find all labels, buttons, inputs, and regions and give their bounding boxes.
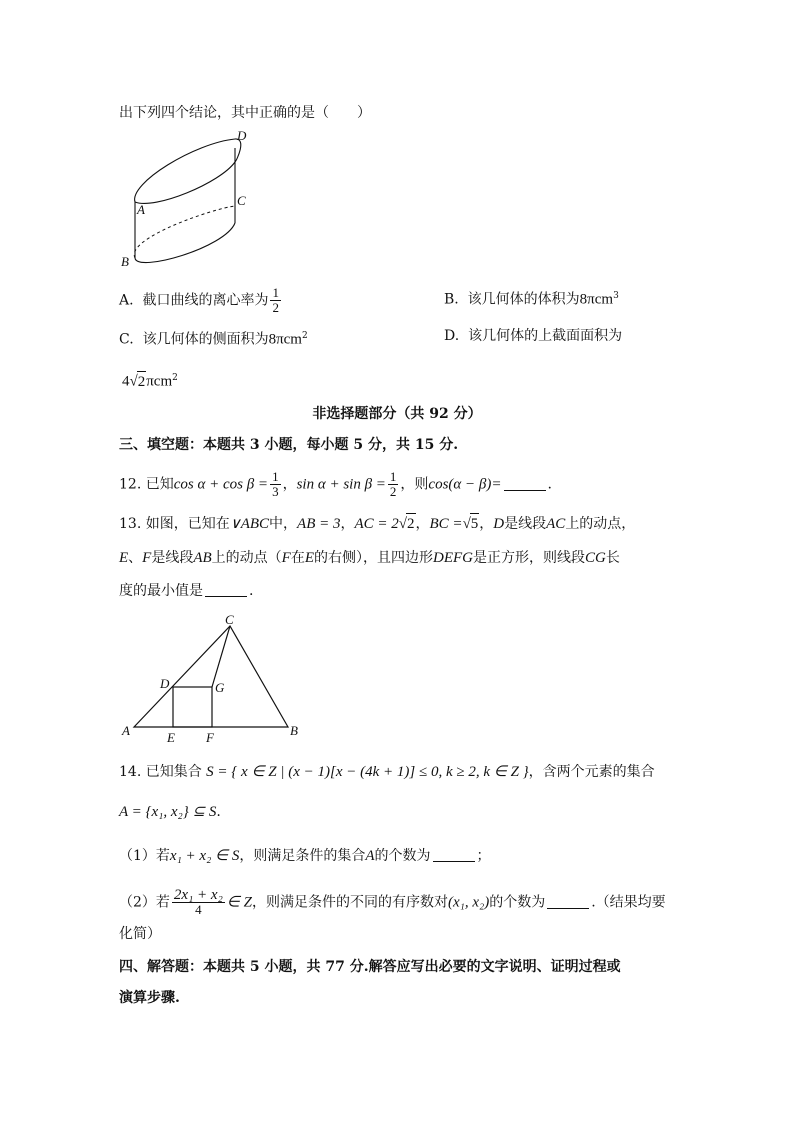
option-a: A. 截口曲线的离心率为 $\frac{1}{2}$ <box>119 285 279 315</box>
fig2-label-g: G <box>215 680 225 695</box>
answer-blank-13 <box>205 582 247 597</box>
fig1-label-a: A <box>137 202 145 217</box>
fig2-label-e: E <box>167 730 175 745</box>
triangle-figure <box>118 610 308 746</box>
fig1-label-b: B <box>121 254 129 269</box>
option-d: D. 该几何体的上截面面积为 <box>444 328 623 344</box>
fig2-label-c: C <box>225 612 234 627</box>
answer-blank-14-2 <box>547 894 589 909</box>
cylinder-figure <box>115 128 255 274</box>
question-14-note: 化简） <box>119 926 161 942</box>
question-intro: 出下列四个结论，其中正确的是（ ） <box>119 105 371 121</box>
question-13-line2: E、F是线段AB上的动点（F在E的右侧），且四边形DEFG是正方形，则线段CG长 <box>119 550 620 566</box>
section3-heading: 三、填空题：本题共 3 小题，每小题 5 分，共 15 分. <box>119 437 459 453</box>
section-title: 非选择题部分（共 92 分） <box>312 406 482 422</box>
fig2-label-d: D <box>160 676 170 691</box>
option-b: B. 该几何体的体积为8πcm$^3$ <box>444 291 619 308</box>
question-14-part2: （2）若 $\frac{\text{2x₁ + x₂}}{4}$ ∈ Z，则满足条件的不同的有序数对(x₁, x₂)的个数为 .（结果均要 <box>119 887 666 917</box>
section4-heading: 四、解答题：本题共 5 小题，共 77 分.解答应写出必要的文字说明、证明过程或 <box>119 959 621 975</box>
question-13-line3: 度的最小值是 . <box>119 583 254 599</box>
option-d-value: 4√2πcm$^2$ <box>122 368 178 392</box>
question-12: 12. 已知cos α + cos β = $\frac{1}{3}$ ，sin α + sin β = $\frac{1}{2}$ ，则cos(α − β)= . <box>119 469 552 499</box>
fig1-label-c: C <box>237 193 246 208</box>
fig2-label-f: F <box>206 730 214 745</box>
section4-heading-cont: 演算步骤. <box>119 990 180 1006</box>
answer-blank-12 <box>504 476 546 491</box>
question-14-line2: A = {x₁, x₂} ⊆ S. <box>119 804 221 820</box>
fig2-label-b: B <box>290 723 298 738</box>
fig1-label-d: D <box>237 128 247 143</box>
question-13-line1: 13. 如图，已知在∨ABC中，AB = 3，AC = 2√2，BC =√5，D是线段AC上的动点， <box>119 513 635 534</box>
fig2-label-a: A <box>122 723 130 738</box>
option-c: C. 该几何体的侧面积为8πcm$^2$ <box>119 331 308 348</box>
question-14-part1: （1）若x₁ + x₂ ∈ S，则满足条件的集合A的个数为 ； <box>119 848 491 864</box>
answer-blank-14-1 <box>433 847 475 862</box>
question-14-line1: 14. 已知集合 S = { x ∈ Z | (x − 1)[x − (4k + 1)] ≤ 0, k ≥ 2, k ∈ Z }，含两个元素的集合 <box>119 764 655 780</box>
